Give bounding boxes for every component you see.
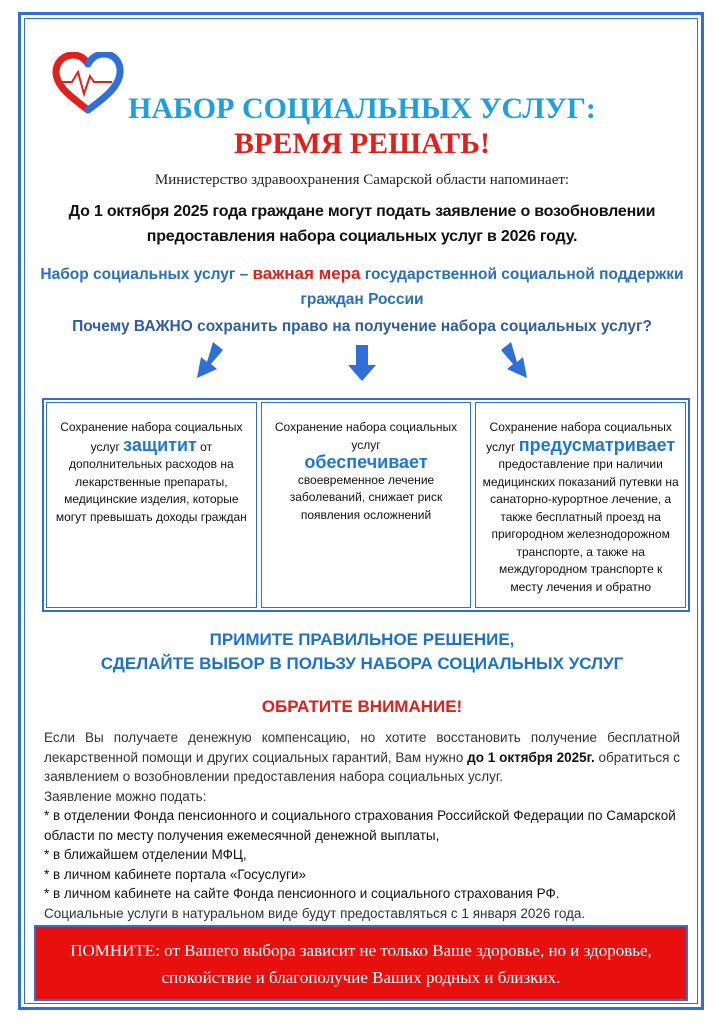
- remember-banner: ПОМНИТЕ: от Вашего выбора зависит не только Ваше здоровье, но и здоровье, спокойствие и благополучие Ваших родных и близких.: [34, 925, 688, 1001]
- measure-part-2: государственной социальной поддержки граждан России: [300, 266, 684, 308]
- accept-line-1: ПРИМИТЕ ПРАВИЛЬНОЕ РЕШЕНИЕ,: [209, 630, 515, 649]
- benefit-3-pre: Сохранение набора социальных услуг: [486, 420, 672, 454]
- benefit-box-provides: [261, 402, 472, 608]
- ministry-reminder: Министерство здравоохранения Самарской области напоминает:: [154, 172, 570, 188]
- benefit-3-post: предоставление при наличии медицинских показаний путевки на санаторно-курортное лечение, а также бесплатный проезд на пригородном железнодорожном транспорте, а также на междугородном транспорте к месту лечения и обратно: [482, 457, 679, 594]
- apply-option-mfc: * в ближайшем отделении МФЦ,: [44, 847, 247, 862]
- p1-start: Если Вы получаете денежную компенсацию, но хотите восстановить получение бесплатной лекарственной помощи и других социальных гарантий, Вам нужно: [44, 730, 680, 765]
- measure-highlight: важная мера: [252, 264, 361, 283]
- apply-option-fund-office: * в отделении Фонда пенсионного и социального страхования Российской Федерации по Самарской области по месту получения ежемесячной денежной выплаты,: [44, 808, 676, 843]
- important-measure-text: [40, 261, 684, 312]
- benefit-1-key: защитит: [123, 434, 197, 455]
- arrow-down-left-icon: [193, 340, 227, 380]
- closing-note: Социальные услуги в натуральном виде будут предоставляться с 1 января 2026 года.: [44, 905, 586, 921]
- apply-option-fund-website: * в личном кабинете на сайте Фонда пенсионного и социального страхования РФ.: [44, 886, 560, 901]
- attention-heading: ОБРАТИТЕ ВНИМАНИЕ!: [261, 697, 463, 716]
- benefits-boxes: [42, 398, 690, 612]
- accept-line-2: СДЕЛАЙТЕ ВЫБОР В ПОЛЬЗУ НАБОРА СОЦИАЛЬНЫХ УСЛУГ: [100, 654, 624, 673]
- where-to-apply: Заявление можно подать:: [44, 788, 207, 804]
- benefit-box-protects: [46, 402, 257, 608]
- benefit-3-key: предусматривает: [518, 434, 676, 455]
- instructions-text: [44, 728, 680, 923]
- arrow-down-right-icon: [497, 340, 531, 380]
- benefit-1-post: от дополнительных расходов на лекарственные препараты, медицинские изделия, которые могут превышать доходы граждан: [55, 439, 247, 524]
- measure-part-1: Набор социальных услуг –: [40, 266, 253, 283]
- apply-option-gosuslugi: * в личном кабинете портала «Госуслуги»: [44, 866, 306, 882]
- benefit-2-key: обеспечивает: [304, 452, 428, 472]
- deadline-lead: До 1 октября 2025 года граждане могут подать заявление о возобновлении предоставления набора социальных услуг в 2026 году.: [68, 203, 656, 245]
- benefit-box-includes: [475, 402, 686, 608]
- title-line-2: ВРЕМЯ РЕШАТЬ!: [234, 127, 490, 160]
- arrow-down-icon: [345, 343, 379, 383]
- compensation-paragraph: [44, 728, 680, 787]
- make-right-decision: [0, 628, 724, 676]
- p1-deadline: до 1 октября 2025г.: [467, 749, 595, 765]
- p1-end: обратиться с заявлением о возобновлении предоставления набора социальных услуг.: [44, 749, 681, 784]
- benefit-2-post: своевременное лечение заболеваний, снижает риск появления осложнений: [289, 472, 443, 522]
- benefit-2-pre: Сохранение набора социальных услуг: [274, 420, 458, 452]
- title-line-1: НАБОР СОЦИАЛЬНЫХ УСЛУГ:: [128, 92, 596, 125]
- benefit-1-pre: Сохранение набора социальных услуг: [60, 420, 243, 454]
- why-important-question: Почему ВАЖНО сохранить право на получение набора социальных услуг?: [72, 318, 652, 335]
